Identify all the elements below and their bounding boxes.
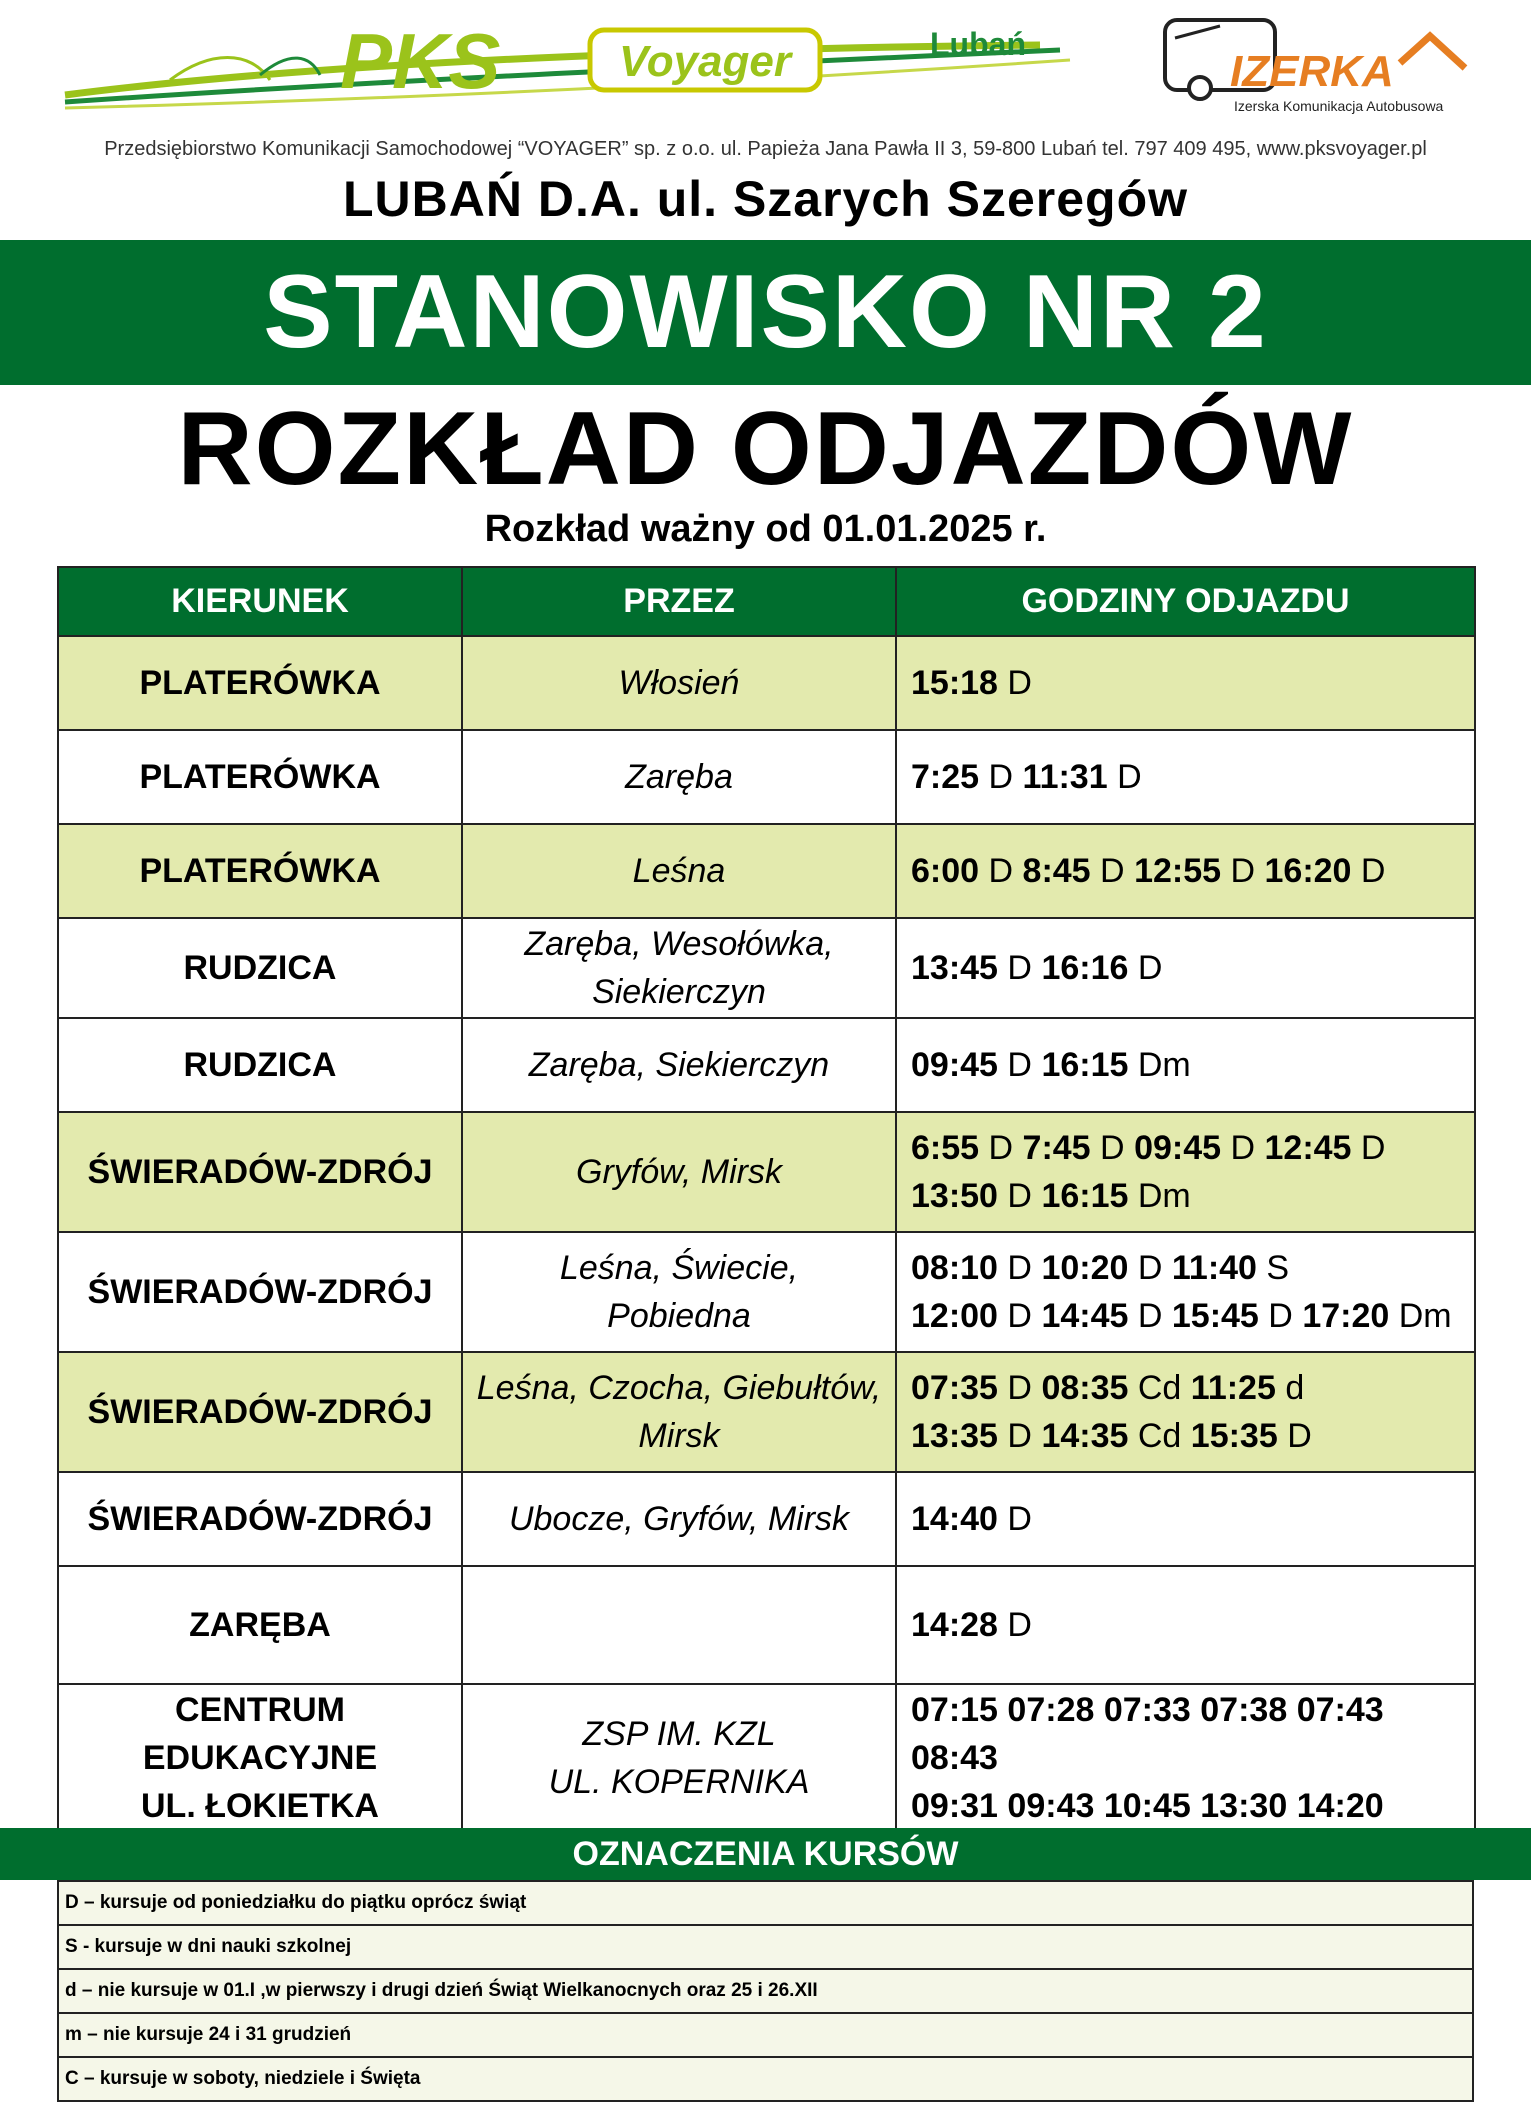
via-text: Zaręba — [625, 758, 733, 796]
times-cell — [896, 918, 1475, 1018]
legend-item: D – kursuje od poniedziałku do piątku oprócz świąt — [58, 1881, 1473, 1925]
platform-number: STANOWISKO NR 2 — [263, 254, 1268, 370]
times-line — [911, 1782, 1473, 1830]
page-title: ROZKŁAD ODJAZDÓW — [177, 391, 1354, 507]
legend-item: m – nie kursuje 24 i 31 grudzień — [58, 2013, 1473, 2057]
izerka-subtitle: Izerska Komunikacja Autobusowa — [1234, 98, 1444, 114]
times-line — [911, 1244, 1473, 1292]
table-row — [58, 1232, 1475, 1352]
times-line — [911, 1686, 1473, 1782]
via-text: Leśna — [632, 852, 726, 890]
via-text: Pobiedna — [607, 1297, 751, 1335]
table-header-row — [58, 567, 1475, 636]
departure-time: 07:33 — [1103, 1691, 1191, 1729]
column-header-via: PRZEZ — [462, 567, 896, 636]
direction-cell — [58, 1684, 462, 1832]
platform-banner — [0, 240, 1531, 385]
via-cell — [462, 1112, 896, 1232]
via-text: Zaręba, Siekierczyn — [528, 1046, 830, 1084]
pks-logo-text: PKS — [340, 17, 501, 105]
via-text: Ubocze, Gryfów, Mirsk — [508, 1500, 850, 1538]
departure-time: 11:40 — [1171, 1249, 1257, 1287]
times-line — [911, 1292, 1473, 1340]
via-text: Gryfów, Mirsk — [576, 1153, 782, 1191]
course-marker: D — [988, 852, 1014, 890]
table-row — [58, 1472, 1475, 1566]
times-line — [911, 1601, 1473, 1649]
departure-time: 10:45 — [1103, 1787, 1191, 1825]
departure-time: 13:50 — [911, 1177, 998, 1215]
departure-time: 11:31 — [1022, 758, 1108, 796]
departure-time: 17:20 — [1302, 1297, 1390, 1335]
course-marker: d — [1285, 1369, 1305, 1407]
direction-text: UL. ŁOKIETKA — [141, 1787, 379, 1825]
via-cell — [462, 730, 896, 824]
departure-time: 07:28 — [1007, 1691, 1095, 1729]
course-marker: Cd — [1137, 1369, 1182, 1407]
via-text: ZSP IM. KZL — [582, 1715, 776, 1753]
direction-text: CENTRUM EDUKACYJNE — [142, 1691, 378, 1777]
legend-row — [58, 2057, 1473, 2101]
izerka-logo-text: IZERKA — [1230, 47, 1394, 96]
direction-text: ZARĘBA — [189, 1606, 331, 1644]
departure-time: 14:28 — [911, 1606, 998, 1644]
times-cell — [896, 1112, 1475, 1232]
departure-time: 07:38 — [1200, 1691, 1288, 1729]
column-header-direction: KIERUNEK — [58, 567, 462, 636]
table-row — [58, 730, 1475, 824]
departure-time: 16:16 — [1041, 949, 1129, 987]
direction-text: ŚWIERADÓW-ZDRÓJ — [87, 1500, 433, 1538]
times-cell — [896, 1566, 1475, 1684]
via-cell — [462, 824, 896, 918]
stop-name: LUBAŃ D.A. ul. Szarych Szeregów — [342, 171, 1189, 227]
direction-text: ŚWIERADÓW-ZDRÓJ — [87, 1153, 433, 1191]
times-cell — [896, 1018, 1475, 1112]
direction-cell — [58, 824, 462, 918]
departure-time: 6:55 — [911, 1129, 980, 1167]
times-line — [911, 1124, 1473, 1172]
times-cell — [896, 824, 1475, 918]
course-marker: D — [1007, 1500, 1032, 1538]
departure-time: 12:55 — [1134, 852, 1222, 890]
course-marker: D — [988, 758, 1014, 796]
times-cell — [896, 1684, 1475, 1832]
valid-from: Rozkład ważny od 01.01.2025 r. — [484, 508, 1047, 550]
departure-time: 15:45 — [1171, 1297, 1259, 1335]
times-line — [911, 659, 1473, 707]
times-line — [911, 753, 1473, 801]
via-cell — [462, 1232, 896, 1352]
course-marker: D — [1137, 949, 1163, 987]
table-row — [58, 636, 1475, 730]
departure-time: 07:15 — [911, 1691, 998, 1729]
departure-time: 14:45 — [1041, 1297, 1129, 1335]
via-text: Leśna, Świecie, — [559, 1249, 799, 1287]
via-text: Leśna, Czocha, Giebułtów, — [476, 1369, 882, 1407]
departure-time: 11:25 — [1190, 1369, 1276, 1407]
direction-text: ŚWIERADÓW-ZDRÓJ — [87, 1273, 433, 1311]
times-line — [911, 1041, 1473, 1089]
course-marker: D — [1360, 1129, 1386, 1167]
course-marker: Dm — [1137, 1046, 1191, 1084]
course-marker: D — [988, 1129, 1014, 1167]
departure-time: 15:18 — [911, 664, 998, 702]
departure-time: 12:00 — [911, 1297, 998, 1335]
course-marker: D — [1007, 1249, 1032, 1287]
direction-cell — [58, 1566, 462, 1684]
times-line — [911, 1172, 1473, 1220]
direction-text: RUDZICA — [183, 949, 337, 987]
direction-cell — [58, 1232, 462, 1352]
legend-item: d – nie kursuje w 01.I ,w pierwszy i drugi dzień Świąt Wielkanocnych oraz 25 i 26.XII — [58, 1969, 1473, 2013]
course-marker: D — [1117, 758, 1142, 796]
times-cell — [896, 1352, 1475, 1472]
via-text: Siekierczyn — [592, 973, 766, 1011]
times-cell — [896, 1472, 1475, 1566]
direction-text: PLATERÓWKA — [139, 664, 381, 702]
departure-time: 07:35 — [911, 1369, 998, 1407]
departure-time: 7:25 — [911, 758, 980, 796]
course-marker: Cd — [1137, 1417, 1182, 1455]
direction-cell — [58, 1352, 462, 1472]
course-marker: D — [1137, 1297, 1163, 1335]
legend-title: OZNACZENIA KURSÓW — [0, 1828, 1531, 1880]
departure-time: 09:45 — [1134, 1129, 1222, 1167]
departure-time: 10:20 — [1041, 1249, 1129, 1287]
departure-time: 12:45 — [1264, 1129, 1352, 1167]
table-row — [58, 1684, 1475, 1832]
course-marker: D — [1100, 1129, 1125, 1167]
departure-time: 08:35 — [1041, 1369, 1129, 1407]
direction-cell — [58, 918, 462, 1018]
table-row — [58, 1112, 1475, 1232]
times-line — [911, 1412, 1473, 1460]
via-text: Włosień — [618, 664, 740, 702]
header-logos — [0, 0, 1531, 135]
departure-time: 09:31 — [911, 1787, 998, 1825]
direction-cell — [58, 1018, 462, 1112]
via-cell — [462, 1566, 896, 1684]
departure-time: 14:40 — [911, 1500, 998, 1538]
via-cell — [462, 1684, 896, 1832]
table-body — [58, 636, 1475, 1832]
direction-text: RUDZICA — [183, 1046, 337, 1084]
via-cell — [462, 1352, 896, 1472]
departure-time: 07:43 — [1296, 1691, 1384, 1729]
izerka-logo — [1160, 8, 1480, 118]
times-line — [911, 1495, 1473, 1543]
legend-row — [58, 2013, 1473, 2057]
course-marker: D — [1268, 1297, 1293, 1335]
course-marker: Dm — [1398, 1297, 1452, 1335]
direction-text: ŚWIERADÓW-ZDRÓJ — [87, 1393, 433, 1431]
via-text: UL. KOPERNIKA — [548, 1763, 810, 1801]
times-cell — [896, 730, 1475, 824]
legend-item: S - kursuje w dni nauki szkolnej — [58, 1925, 1473, 1969]
via-text: Zaręba, Wesołówka, — [524, 925, 834, 963]
course-marker: D — [1007, 1177, 1032, 1215]
departure-time: 08:10 — [911, 1249, 998, 1287]
legend-table — [57, 1880, 1474, 2102]
departure-time: 09:43 — [1007, 1787, 1095, 1825]
departure-time: 15:35 — [1190, 1417, 1278, 1455]
lubań-logo-text: Lubań — [930, 26, 1026, 62]
course-marker: Dm — [1137, 1177, 1191, 1215]
departures-table — [57, 566, 1476, 1833]
table-row — [58, 1566, 1475, 1684]
direction-text: PLATERÓWKA — [139, 852, 381, 890]
departure-time: 13:35 — [911, 1417, 998, 1455]
course-marker: D — [1007, 1297, 1032, 1335]
departure-time: 8:45 — [1022, 852, 1091, 890]
course-marker: D — [1007, 1046, 1032, 1084]
direction-cell — [58, 636, 462, 730]
course-marker: D — [1230, 1129, 1256, 1167]
course-marker: D — [1007, 949, 1032, 987]
direction-cell — [58, 730, 462, 824]
table-row — [58, 918, 1475, 1018]
table-row — [58, 1352, 1475, 1472]
pks-voyager-logo — [60, 10, 1080, 130]
legend-row — [58, 1969, 1473, 2013]
direction-cell — [58, 1112, 462, 1232]
column-header-times: GODZINY ODJAZDU — [896, 567, 1475, 636]
voyager-logo-text: Voyager — [618, 37, 792, 86]
departure-time: 16:20 — [1264, 852, 1352, 890]
course-marker: S — [1266, 1249, 1290, 1287]
course-marker: D — [1137, 1249, 1163, 1287]
course-marker: D — [1230, 852, 1256, 890]
course-marker: D — [1100, 852, 1125, 890]
legend-row — [58, 1925, 1473, 1969]
course-marker: D — [1360, 852, 1386, 890]
times-cell — [896, 1232, 1475, 1352]
course-marker: D — [1007, 664, 1032, 702]
course-marker: D — [1007, 1369, 1032, 1407]
course-marker: D — [1007, 1417, 1032, 1455]
course-marker: D — [1287, 1417, 1312, 1455]
via-cell — [462, 636, 896, 730]
departure-time: 6:00 — [911, 852, 980, 890]
table-row — [58, 824, 1475, 918]
course-marker: D — [1007, 1606, 1032, 1644]
legend-item: C – kursuje w soboty, niedziele i Święta — [58, 2057, 1473, 2101]
departure-time: 08:43 — [911, 1739, 998, 1777]
direction-cell — [58, 1472, 462, 1566]
via-cell — [462, 918, 896, 1018]
via-cell — [462, 1018, 896, 1112]
departure-time: 13:30 — [1200, 1787, 1288, 1825]
departure-time: 7:45 — [1022, 1129, 1091, 1167]
direction-text: PLATERÓWKA — [139, 758, 381, 796]
times-cell — [896, 636, 1475, 730]
times-line — [911, 847, 1473, 895]
legend-row — [58, 1881, 1473, 1925]
times-line — [911, 1364, 1473, 1412]
departure-time: 16:15 — [1041, 1177, 1129, 1215]
times-line — [911, 944, 1473, 992]
via-cell — [462, 1472, 896, 1566]
departure-time: 14:20 — [1296, 1787, 1384, 1825]
table-row — [58, 1018, 1475, 1112]
via-text: Mirsk — [638, 1417, 720, 1455]
company-info: Przedsiębiorstwo Komunikacji Samochodowej “VOYAGER” sp. z o.o. ul. Papieża Jana Pawła II 3, 59-800 Lubań tel. 797 409 495, www.pksvoyager.pl — [104, 138, 1427, 160]
departure-time: 16:15 — [1041, 1046, 1129, 1084]
departure-time: 09:45 — [911, 1046, 998, 1084]
departure-time: 14:35 — [1041, 1417, 1129, 1455]
departure-time: 13:45 — [911, 949, 998, 987]
